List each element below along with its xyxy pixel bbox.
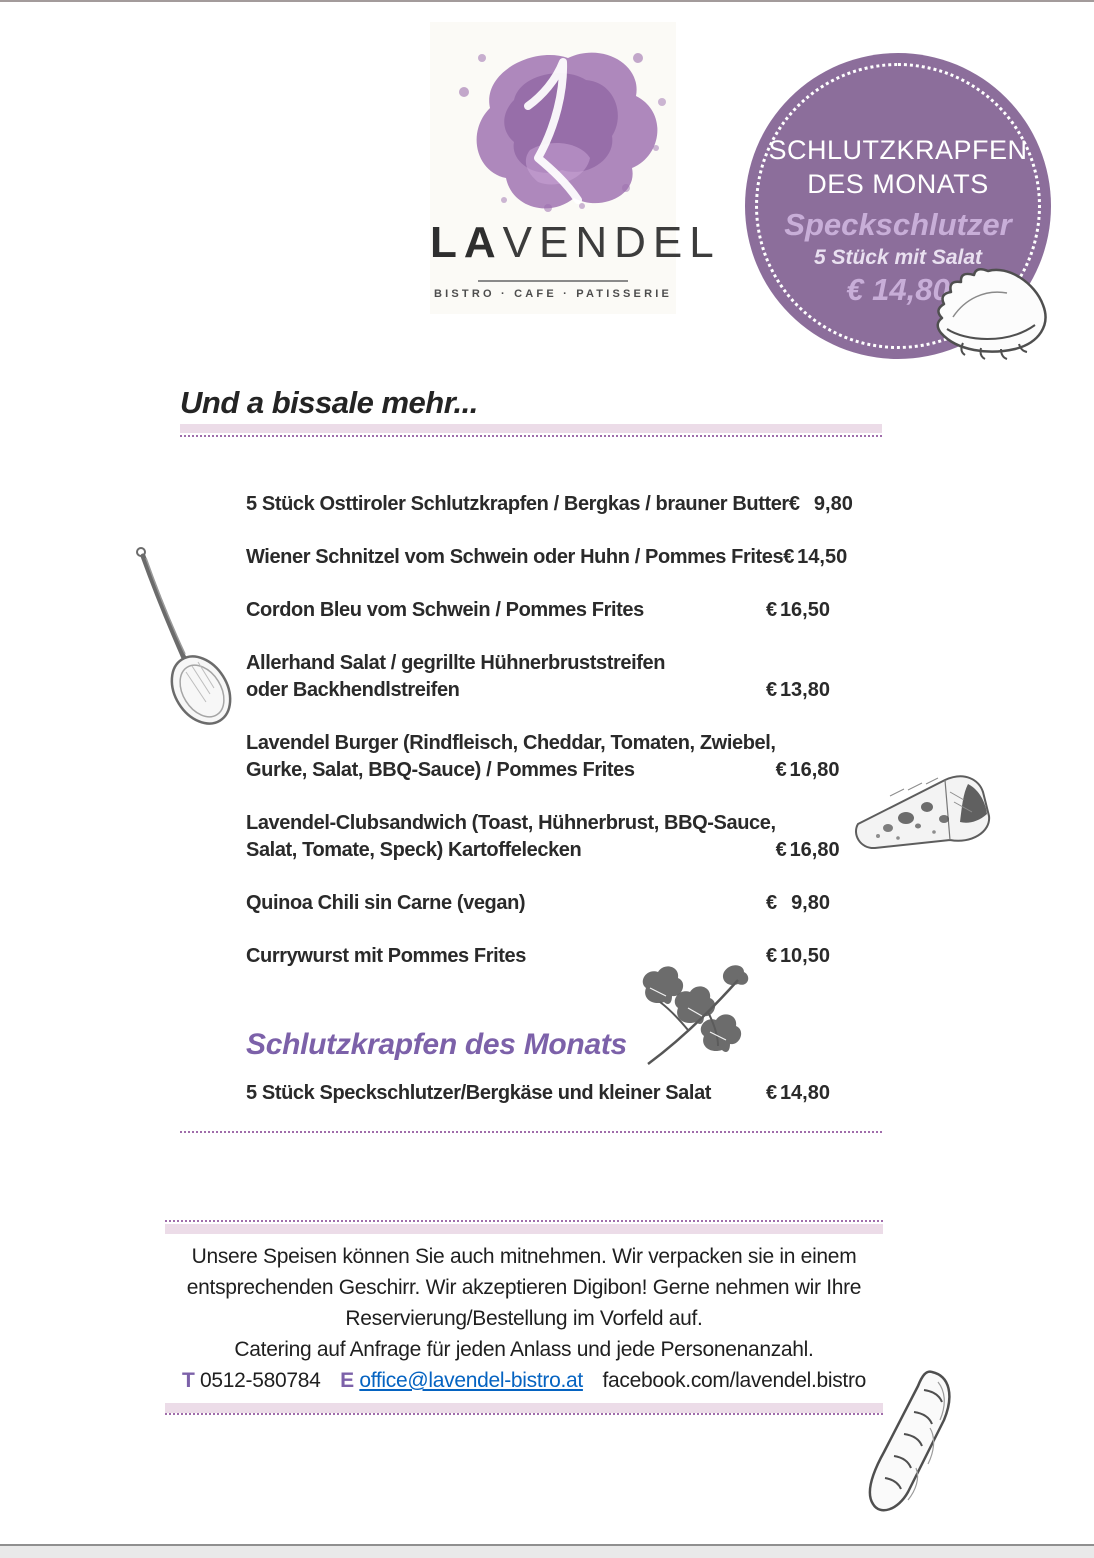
phone-label: T — [181, 1369, 195, 1392]
special-section-heading: Schlutzkrapfen des Monats — [246, 1028, 627, 1061]
menu-item — [246, 810, 840, 864]
price-value: 14,50 — [797, 546, 848, 568]
currency-symbol: € — [766, 945, 778, 967]
menu-item — [246, 544, 848, 571]
menu-item-price — [766, 597, 830, 624]
menu-item-price — [776, 837, 840, 864]
menu-item-name: Currywurst mit Pommes Frites — [246, 945, 526, 967]
menu-item-name: Quinoa Chili sin Carne (vegan) — [246, 892, 526, 914]
footer-text-line: entsprechenden Geschirr. Wir akzeptieren Digibon! Gerne nehmen wir Ihre — [186, 1276, 862, 1299]
email-label: E — [340, 1369, 354, 1392]
currency-symbol: € — [788, 493, 800, 515]
menu-item — [246, 597, 830, 624]
menu-item — [246, 1080, 830, 1107]
currency-symbol: € — [775, 759, 787, 781]
dotted-divider — [165, 1413, 883, 1415]
menu-item-price — [766, 943, 830, 970]
footer-text-line: Unsere Speisen können Sie auch mitnehmen. Wir verpacken sie in einem — [191, 1245, 857, 1268]
menu-item — [246, 890, 830, 917]
menu-heading: Und a bissale mehr... — [180, 385, 478, 420]
menu-item-name: 5 Stück Speckschlutzer/Bergkäse und kleiner Salat — [246, 1082, 712, 1104]
badge-price: € 14,80 — [846, 272, 950, 307]
special-item-list — [246, 1080, 830, 1107]
menu-item-name: Allerhand Salat / gegrillte Hühnerbruststreifen oder Backhendlstreifen — [246, 652, 666, 701]
badge-detail: 5 Stück mit Salat — [813, 246, 983, 269]
price-value: 9,80 — [791, 892, 830, 914]
footer-text-line: Reservierung/Bestellung im Vorfeld auf. — [345, 1307, 703, 1330]
logo-wordmark-rest: VENDEL — [502, 218, 721, 267]
logo-divider — [478, 280, 628, 282]
monthly-special-badge — [745, 53, 1051, 359]
currency-symbol: € — [766, 892, 778, 914]
menu-item — [246, 491, 853, 518]
badge-subtitle: Speckschlutzer — [784, 207, 1012, 242]
menu-item-price — [789, 491, 853, 518]
currency-symbol: € — [766, 599, 778, 621]
lavender-watercolor-blob-icon — [430, 30, 676, 216]
contact-line — [165, 1365, 883, 1396]
footer — [165, 1220, 883, 1415]
dotted-divider — [165, 1220, 883, 1222]
currency-symbol: € — [766, 1082, 778, 1104]
menu-item-price — [766, 677, 830, 704]
menu-item-name: Lavendel Burger (Rindfleisch, Cheddar, Tomaten, Zwiebel, Gurke, Salat, BBQ-Sauce) / Pommes Frites — [246, 732, 776, 781]
pink-divider-bar — [165, 1403, 883, 1413]
dotted-divider — [180, 1131, 882, 1133]
logo-wordmark-bold: LA — [430, 218, 503, 267]
price-value: 9,80 — [813, 493, 853, 515]
dumpling-icon — [923, 259, 1063, 363]
menu-item-name: Wiener Schnitzel vom Schwein oder Huhn / Pommes Frites — [246, 546, 784, 568]
currency-symbol: € — [766, 679, 778, 701]
menu-item-name: 5 Stück Osttiroler Schlutzkrapfen / Bergkas / brauner Butter — [246, 493, 789, 515]
menu-list — [246, 491, 853, 970]
price-value: 10,50 — [779, 945, 830, 967]
price-value: 14,80 — [779, 1082, 830, 1104]
pink-divider-bar — [165, 1224, 883, 1234]
parsley-sketch-icon — [630, 962, 760, 1077]
footer-text — [165, 1241, 883, 1365]
menu-item — [246, 650, 830, 704]
currency-symbol: € — [775, 839, 787, 861]
dotted-divider — [180, 435, 882, 437]
email-link[interactable]: office@lavendel-bistro.at — [359, 1369, 583, 1392]
badge-title — [745, 133, 1051, 201]
logo — [430, 22, 721, 314]
badge-title-line1: SCHLUTZKRAPFEN — [768, 135, 1028, 165]
baguette-sketch-icon — [850, 1368, 962, 1520]
menu-item-name: Lavendel-Clubsandwich (Toast, Hühnerbrust, BBQ-Sauce, Salat, Tomate, Speck) Kartoffelecken — [246, 812, 776, 861]
price-value: 13,80 — [779, 679, 830, 701]
cheese-sketch-icon — [850, 762, 995, 862]
price-value: 16,50 — [779, 599, 830, 621]
badge-title-line2: DES MONATS — [807, 169, 989, 199]
menu-item-name: Cordon Bleu vom Schwein / Pommes Frites — [246, 599, 644, 621]
menu-item — [246, 730, 840, 784]
logo-wordmark — [430, 218, 721, 268]
spoon-sketch-icon — [122, 540, 234, 732]
footer-text-line: Catering auf Anfrage für jeden Anlass und jede Personenanzahl. — [234, 1338, 814, 1361]
pink-divider-bar — [180, 424, 882, 433]
menu-item-price — [783, 544, 847, 571]
menu-item-price — [776, 757, 840, 784]
price-value: 16,80 — [789, 759, 840, 781]
facebook-handle: facebook.com/lavendel.bistro — [602, 1369, 867, 1392]
phone-number: 0512-580784 — [200, 1369, 321, 1392]
menu-section — [180, 386, 882, 1133]
currency-symbol: € — [783, 546, 795, 568]
window-bottom-edge — [0, 1544, 1094, 1558]
menu-item-price — [766, 890, 830, 917]
menu-item-price — [766, 1080, 830, 1107]
price-value: 16,80 — [789, 839, 840, 861]
logo-tagline: BISTRO · CAFE · PATISSERIE — [433, 288, 673, 300]
page-top-border — [0, 0, 1094, 2]
